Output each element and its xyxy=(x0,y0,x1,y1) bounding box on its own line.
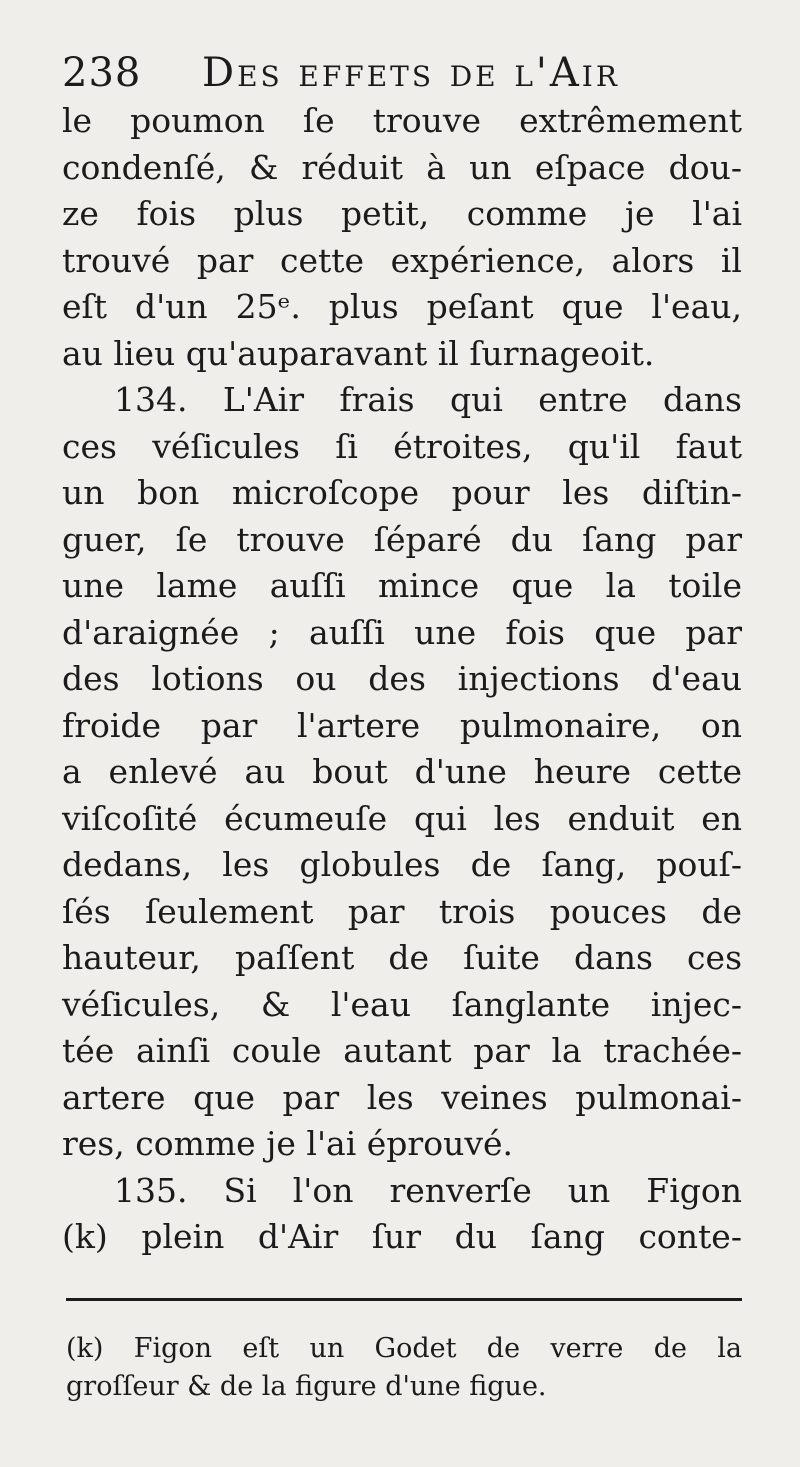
text-line: un bon microſcope pour les diſtin- xyxy=(62,473,742,512)
body-text xyxy=(62,98,742,1261)
page-number: 238 xyxy=(62,50,142,96)
text-line: 135. Si l'on renverſe un Figon xyxy=(114,1170,742,1210)
text-line: tée ainſi coule autant par la trachée- xyxy=(62,1031,742,1070)
text-line: a enlevé au bout d'une heure cette xyxy=(62,752,742,791)
text-line: res, comme je l'ai éprouvé. xyxy=(62,1124,513,1163)
running-title: Des effets de l'Air xyxy=(202,50,620,96)
text-line: 134. L'Air frais qui entre dans xyxy=(114,380,742,419)
text-line: ze fois plus petit, comme je l'ai xyxy=(62,194,742,233)
text-line: ſés ſeulement par trois pouces de xyxy=(62,891,742,931)
text-line: froide par l'artere pulmonaire, on xyxy=(62,705,742,745)
text-line: le poumon ſe trouve extrêmement xyxy=(62,101,742,140)
text-line: (k) plein d'Air ſur du ſang conte- xyxy=(62,1217,742,1256)
text-line: eſt d'un 25ᵉ. plus peſant que l'eau, xyxy=(62,287,742,326)
footnote-line: (k) Figon eſt un Godet de verre de la xyxy=(66,1333,742,1364)
footnote-line: groſſeur & de la figure d'une figue. xyxy=(66,1371,547,1402)
text-line: véſicules, & l'eau ſanglante injec- xyxy=(62,984,742,1024)
text-line: viſcoſité écumeuſe qui les enduit en xyxy=(62,798,742,838)
text-line: ces véſicules ſi étroites, qu'il faut xyxy=(62,426,742,466)
running-header xyxy=(62,48,742,98)
text-line: hauteur, paſſent de ſuite dans ces xyxy=(62,938,742,977)
text-line: guer, ſe trouve ſéparé du ſang par xyxy=(62,519,742,559)
footnote xyxy=(66,1330,742,1406)
text-line: artere que par les veines pulmonai- xyxy=(62,1077,742,1117)
text-line: au lieu qu'auparavant il ſurnageoit. xyxy=(62,333,655,373)
text-line: une lame auſſi mince que la toile xyxy=(62,566,742,605)
text-line: d'araignée ; auſſi une fois que par xyxy=(62,612,742,652)
text-line: trouvé par cette expérience, alors il xyxy=(62,240,742,280)
text-line: des lotions ou des injections d'eau xyxy=(62,659,742,698)
text-line: condenſé, & réduit à un eſpace dou- xyxy=(62,147,742,187)
text-line: dedans, les globules de ſang, pouſ- xyxy=(62,845,742,884)
footnote-rule xyxy=(66,1298,742,1301)
